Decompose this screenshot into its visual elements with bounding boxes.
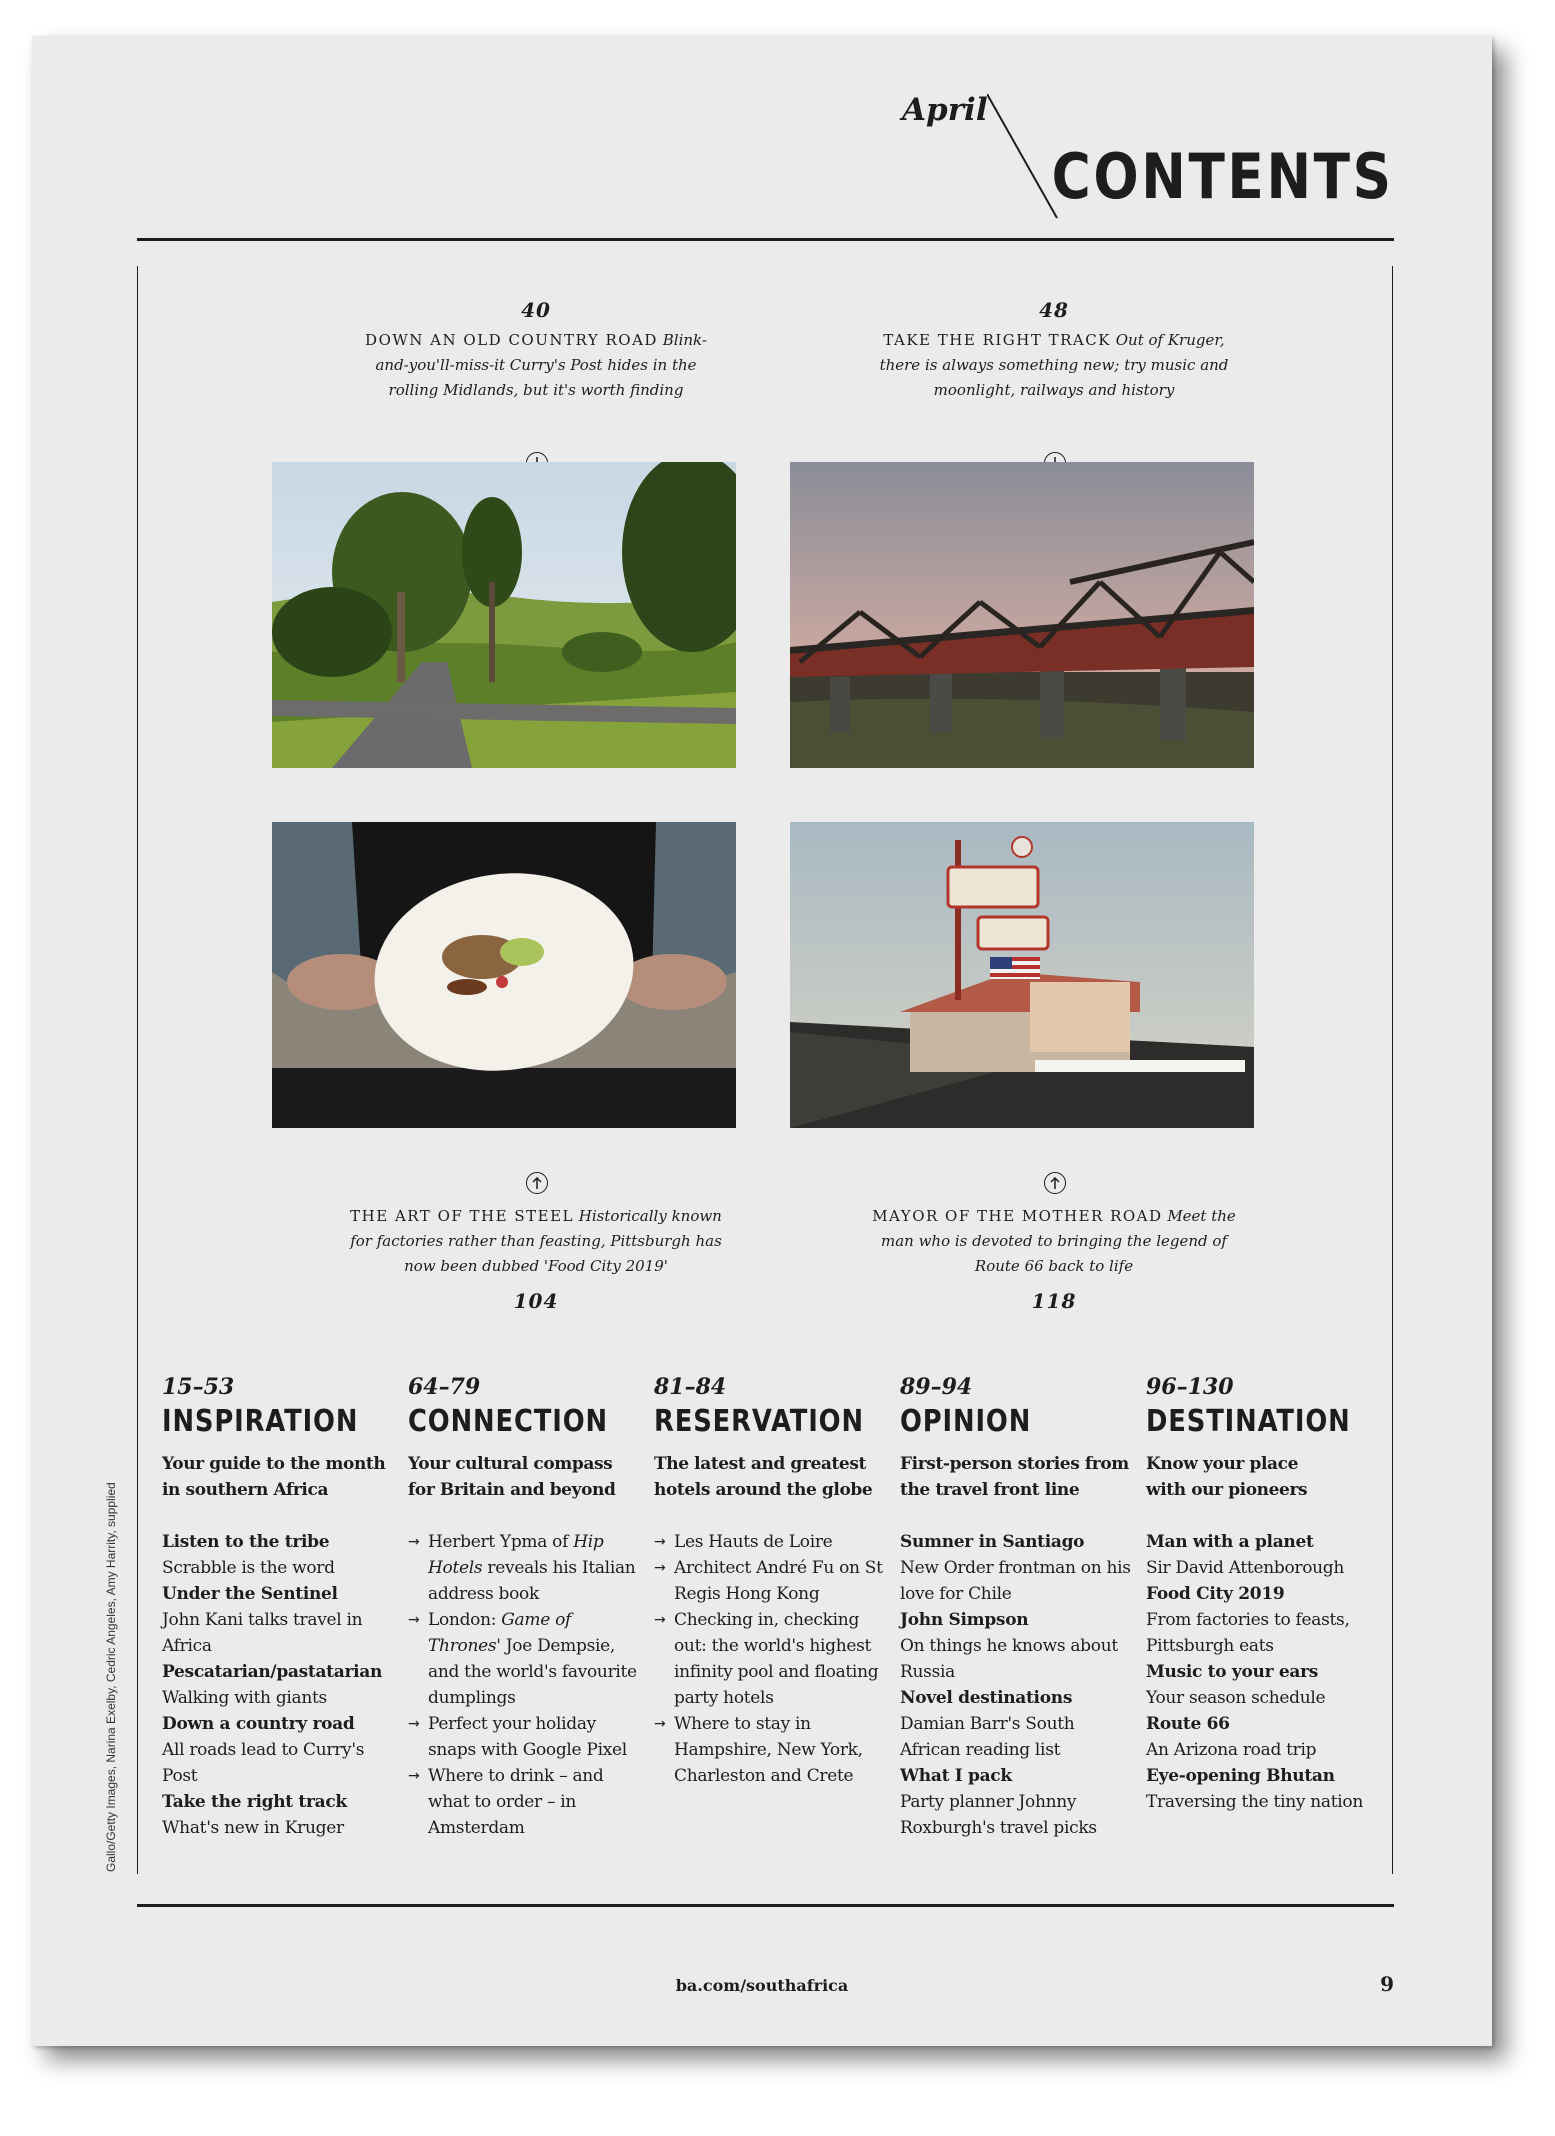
section-opinion bbox=[900, 1374, 1132, 1841]
feature-page-number: 104 bbox=[513, 1289, 559, 1313]
photo-credit: Gallo/Getty Images, Narina Exelby, Cedric Angeles, Amy Harrity, supplied bbox=[104, 1482, 118, 1872]
list-item[interactable]: Food City 2019 From factories to feasts, Pittsburgh eats bbox=[1146, 1584, 1350, 1656]
section-tagline: Your guide to the month in southern Africa bbox=[162, 1454, 386, 1500]
section-name: CONNECTION bbox=[408, 1404, 608, 1439]
list-item[interactable]: Eye-opening Bhutan Traversing the tiny nation bbox=[1146, 1766, 1363, 1812]
section-page-range: 89–94 bbox=[900, 1374, 973, 1400]
section-destination bbox=[1146, 1374, 1378, 1815]
section-tagline: Your cultural compass for Britain and beyond bbox=[408, 1454, 616, 1500]
page-title: CONTENTS bbox=[1052, 140, 1394, 213]
section-items bbox=[408, 1529, 640, 1841]
arrow-up-icon bbox=[1044, 1172, 1066, 1194]
list-item[interactable]: Novel destinations Damian Barr's South African reading list bbox=[900, 1688, 1075, 1760]
section-tagline: The latest and greatest hotels around the globe bbox=[654, 1454, 873, 1500]
section-tagline: Know your place with our pioneers bbox=[1146, 1454, 1308, 1500]
list-item[interactable]: → Les Hauts de Loire bbox=[654, 1529, 886, 1555]
section-page-range: 81–84 bbox=[654, 1374, 727, 1400]
feature-page-number: 40 bbox=[521, 298, 551, 322]
section-items bbox=[1146, 1529, 1378, 1815]
section-page-range: 64–79 bbox=[408, 1374, 481, 1400]
list-item[interactable]: Pescatarian/pastatarian Walking with giants bbox=[162, 1662, 383, 1708]
section-reservation bbox=[654, 1374, 886, 1789]
photo-route-66-lodge[interactable] bbox=[790, 822, 1254, 1128]
list-item[interactable]: → Where to stay in Hampshire, New York, Charleston and Crete bbox=[654, 1711, 886, 1789]
section-name: DESTINATION bbox=[1146, 1404, 1351, 1439]
section-items bbox=[654, 1529, 886, 1789]
list-item[interactable]: → Where to drink – and what to order – in Amsterdam bbox=[408, 1763, 640, 1841]
feature-art-of-steel[interactable] bbox=[346, 1204, 726, 1313]
feature-description: DOWN AN OLD COUNTRY ROAD Blink- and-you'll-miss-it Curry's Post hides in the rolling Midlands, but it's worth finding bbox=[365, 331, 707, 399]
page-number: 9 bbox=[1380, 1972, 1394, 1996]
feature-headline: MAYOR OF THE MOTHER ROAD bbox=[872, 1207, 1163, 1225]
list-item[interactable]: Music to your ears Your season schedule bbox=[1146, 1662, 1326, 1708]
feature-mother-road[interactable] bbox=[864, 1204, 1244, 1313]
section-items bbox=[162, 1529, 394, 1841]
list-item[interactable]: Man with a planet Sir David Attenborough bbox=[1146, 1532, 1345, 1578]
feature-country-road[interactable] bbox=[346, 298, 726, 403]
right-rule bbox=[1392, 266, 1393, 1874]
arrow-up-icon bbox=[526, 1172, 548, 1194]
section-tagline: First-person stories from the travel front line bbox=[900, 1454, 1129, 1500]
list-item[interactable]: → London: Game of Thrones' Joe Dempsie, and the world's favourite dumplings bbox=[408, 1607, 640, 1711]
footer-url[interactable]: ba.com/southafrica bbox=[675, 1976, 849, 1995]
list-item[interactable]: → Perfect your holiday snaps with Google Pixel bbox=[408, 1711, 640, 1763]
list-item[interactable]: Sumner in Santiago New Order frontman on his love for Chile bbox=[900, 1532, 1131, 1604]
list-item[interactable]: Down a country road All roads lead to Curry's Post bbox=[162, 1714, 365, 1786]
issue-month: April bbox=[902, 92, 988, 128]
list-item[interactable]: Listen to the tribe Scrabble is the word bbox=[162, 1532, 335, 1578]
section-connection bbox=[408, 1374, 640, 1841]
magazine-page bbox=[32, 36, 1492, 2046]
list-item[interactable]: What I pack Party planner Johnny Roxburgh's travel picks bbox=[900, 1766, 1097, 1838]
feature-description: MAYOR OF THE MOTHER ROAD Meet the man who is devoted to bringing the legend of Route 66 back to life bbox=[872, 1207, 1236, 1275]
left-rule bbox=[137, 266, 138, 1874]
section-inspiration bbox=[162, 1374, 394, 1841]
list-item[interactable]: → Herbert Ypma of Hip Hotels reveals his Italian address book bbox=[408, 1529, 640, 1607]
list-item[interactable]: Take the right track What's new in Kruger bbox=[162, 1792, 347, 1838]
feature-description: THE ART OF THE STEEL Historically known for factories rather than feasting, Pittsburgh has now been dubbed 'Food City 2019' bbox=[350, 1207, 722, 1275]
section-page-range: 15–53 bbox=[162, 1374, 235, 1400]
list-item[interactable]: → Checking in, checking out: the world's highest infinity pool and floating party hotels bbox=[654, 1607, 886, 1711]
list-item[interactable]: Under the Sentinel John Kani talks travel in Africa bbox=[162, 1584, 363, 1656]
feature-page-number: 118 bbox=[1031, 1289, 1077, 1313]
feature-headline: DOWN AN OLD COUNTRY ROAD bbox=[365, 331, 658, 349]
section-name: RESERVATION bbox=[654, 1404, 864, 1439]
section-page-range: 96–130 bbox=[1146, 1374, 1234, 1400]
feature-headline: TAKE THE RIGHT TRACK bbox=[883, 331, 1111, 349]
feature-page-number: 48 bbox=[1039, 298, 1069, 322]
photo-train-bridge[interactable] bbox=[790, 462, 1254, 768]
feature-right-track[interactable] bbox=[864, 298, 1244, 403]
list-item[interactable]: John Simpson On things he knows about Russia bbox=[900, 1610, 1118, 1682]
list-item[interactable]: Route 66 An Arizona road trip bbox=[1146, 1714, 1317, 1760]
section-name: INSPIRATION bbox=[162, 1404, 359, 1439]
photo-chef-plate[interactable] bbox=[272, 822, 736, 1128]
feature-description: TAKE THE RIGHT TRACK Out of Kruger, there is always something new; try music and moonlight, railways and history bbox=[879, 331, 1229, 399]
feature-headline: THE ART OF THE STEEL bbox=[350, 1207, 574, 1225]
photo-country-road[interactable] bbox=[272, 462, 736, 768]
section-items bbox=[900, 1529, 1132, 1841]
bottom-rule bbox=[137, 1904, 1394, 1907]
section-name: OPINION bbox=[900, 1404, 1032, 1439]
top-rule bbox=[137, 238, 1394, 241]
list-item[interactable]: → Architect André Fu on St Regis Hong Kong bbox=[654, 1555, 886, 1607]
